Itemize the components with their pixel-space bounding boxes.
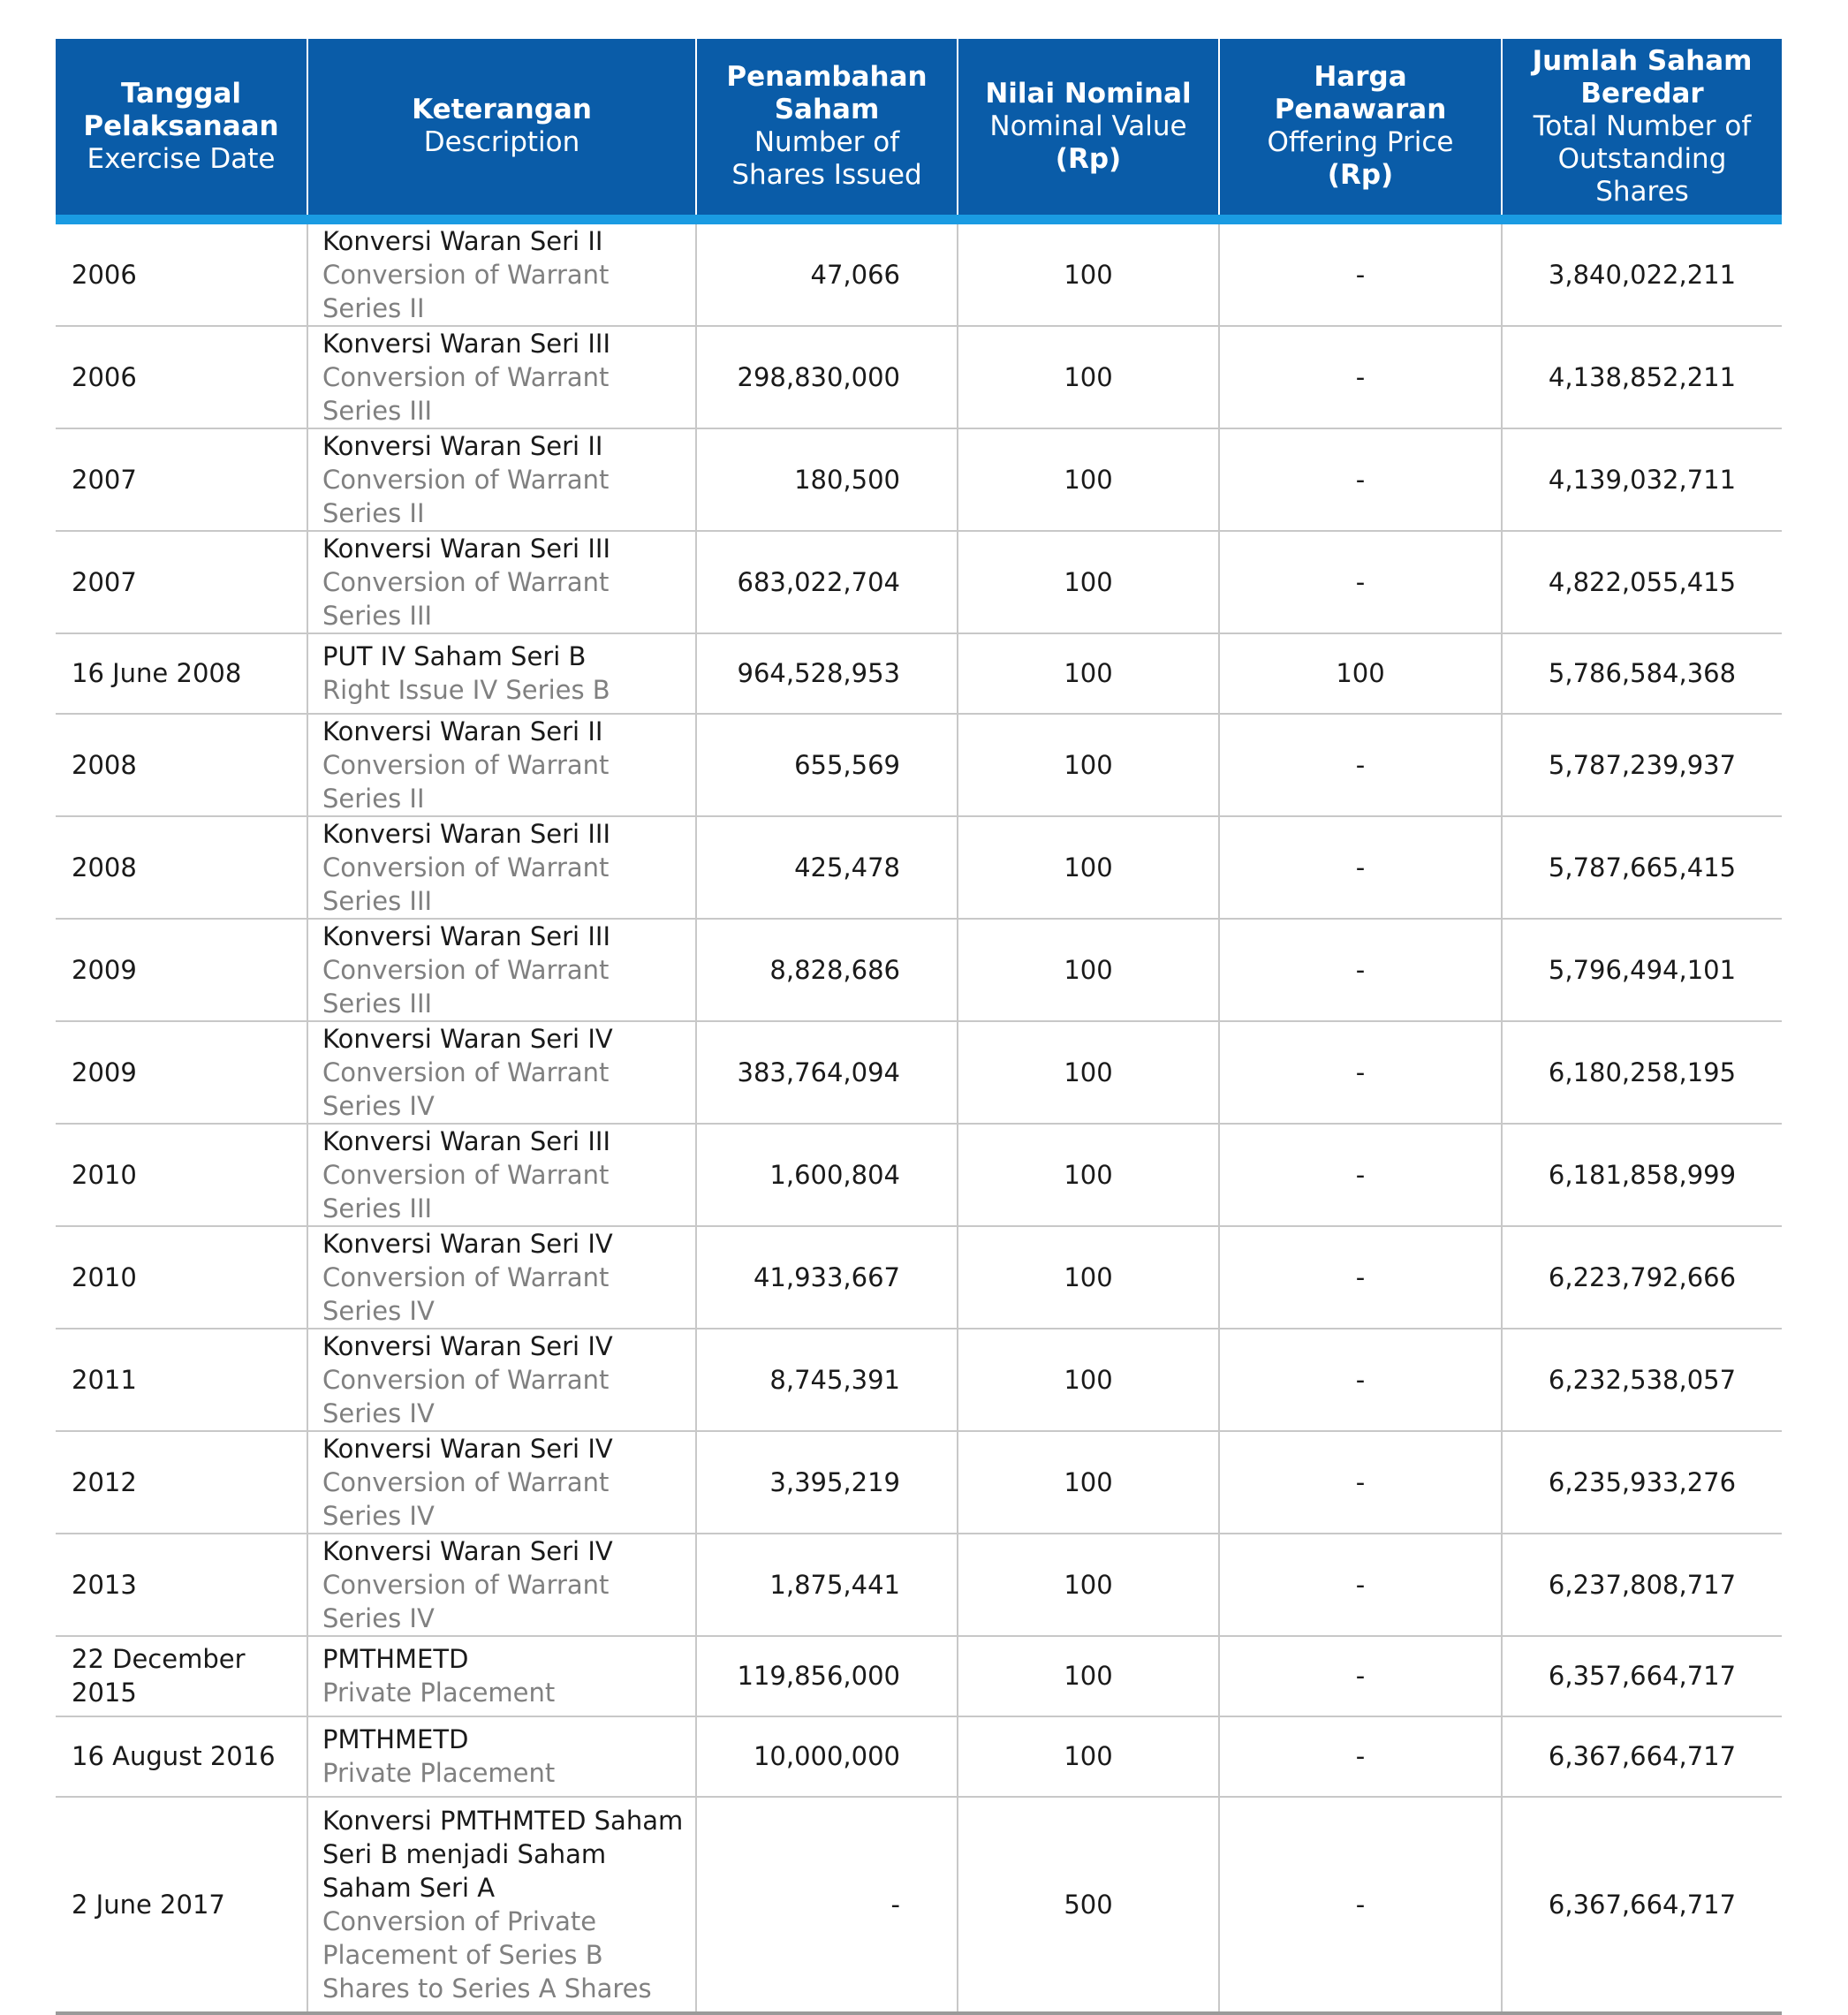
cell-shares-issued: 41,933,667 (696, 1226, 958, 1329)
description-english: Conversion of Warrant Series III (322, 954, 610, 1019)
table-row (56, 816, 1782, 919)
cell-nominal-value: 100 (958, 1124, 1219, 1226)
description-indonesian: PMTHMETD (322, 1644, 469, 1674)
description-english: Conversion of Warrant Series IV (322, 1364, 610, 1428)
cell-description (307, 219, 696, 326)
table-row (56, 219, 1782, 326)
cell-total-outstanding: 6,367,664,717 (1502, 1797, 1782, 2013)
description-indonesian: Konversi Waran Seri III (322, 1125, 610, 1156)
description-english: Conversion of Private Placement of Series B Shares to Series A Shares (322, 1905, 652, 2004)
description-english: Right Issue IV Series B (322, 675, 610, 705)
cell-description (307, 1534, 696, 1636)
description-english: Conversion of Warrant Series IV (322, 1057, 610, 1121)
cell-exercise-date: 2008 (56, 816, 307, 919)
description-english: Conversion of Warrant Series III (322, 566, 610, 631)
cell-offering-price: 100 (1219, 633, 1502, 714)
table-row (56, 326, 1782, 428)
cell-description (307, 1226, 696, 1329)
description-indonesian: PUT IV Saham Seri B (322, 641, 587, 671)
description-indonesian: Konversi Waran Seri II (322, 225, 603, 256)
description-indonesian: Konversi Waran Seri III (322, 818, 610, 849)
cell-shares-issued: 47,066 (696, 219, 958, 326)
cell-nominal-value: 100 (958, 1534, 1219, 1636)
cell-exercise-date: 2007 (56, 428, 307, 531)
description-indonesian: Konversi PMTHMTED Saham Seri B menjadi Saham Saham Seri A (322, 1805, 684, 1903)
cell-nominal-value: 100 (958, 428, 1219, 531)
table-body (56, 219, 1782, 2013)
description-indonesian: Konversi Waran Seri IV (322, 1330, 613, 1361)
cell-nominal-value: 100 (958, 1226, 1219, 1329)
description-indonesian: Konversi Waran Seri II (322, 430, 603, 461)
table-row (56, 1431, 1782, 1534)
description-indonesian: Konversi Waran Seri IV (322, 1228, 613, 1259)
description-indonesian: Konversi Waran Seri IV (322, 1535, 613, 1566)
cell-exercise-date: 16 August 2016 (56, 1716, 307, 1797)
description-english: Private Placement (322, 1678, 556, 1708)
description-english: Conversion of Warrant Series III (322, 852, 610, 916)
table-row (56, 1021, 1782, 1124)
table-row (56, 1636, 1782, 1716)
cell-description (307, 1797, 696, 2013)
description-english: Private Placement (322, 1758, 556, 1788)
cell-description (307, 1636, 696, 1716)
description-english: Conversion of Warrant Series II (322, 749, 610, 814)
cell-offering-price: - (1219, 531, 1502, 633)
cell-offering-price: - (1219, 1797, 1502, 2013)
table-row (56, 1226, 1782, 1329)
cell-description (307, 428, 696, 531)
table-row (56, 531, 1782, 633)
table-header (56, 39, 1782, 219)
cell-nominal-value: 100 (958, 919, 1219, 1021)
cell-nominal-value: 100 (958, 1431, 1219, 1534)
cell-offering-price: - (1219, 219, 1502, 326)
table-row (56, 1797, 1782, 2013)
cell-offering-price: - (1219, 1534, 1502, 1636)
cell-offering-price: - (1219, 428, 1502, 531)
cell-shares-issued: 10,000,000 (696, 1716, 958, 1797)
cell-exercise-date: 2007 (56, 531, 307, 633)
header-offering-price: Harga Penawaran Offering Price (Rp) (1219, 39, 1502, 219)
description-indonesian: Konversi Waran Seri III (322, 328, 610, 359)
cell-total-outstanding: 5,787,239,937 (1502, 714, 1782, 816)
cell-offering-price: - (1219, 1431, 1502, 1534)
table-row (56, 428, 1782, 531)
cell-shares-issued: 180,500 (696, 428, 958, 531)
table-row (56, 1534, 1782, 1636)
description-english: Conversion of Warrant Series II (322, 259, 610, 323)
cell-offering-price: - (1219, 1636, 1502, 1716)
cell-nominal-value: 100 (958, 1716, 1219, 1797)
cell-exercise-date: 2 June 2017 (56, 1797, 307, 2013)
cell-nominal-value: 500 (958, 1797, 1219, 2013)
description-indonesian: Konversi Waran Seri II (322, 716, 603, 746)
cell-exercise-date: 2010 (56, 1226, 307, 1329)
cell-shares-issued: 8,745,391 (696, 1329, 958, 1431)
table-row (56, 714, 1782, 816)
table-row (56, 1716, 1782, 1797)
cell-shares-issued: 1,875,441 (696, 1534, 958, 1636)
share-listing-table (56, 39, 1782, 2015)
cell-total-outstanding: 5,786,584,368 (1502, 633, 1782, 714)
cell-description (307, 1021, 696, 1124)
cell-shares-issued: 683,022,704 (696, 531, 958, 633)
description-english: Conversion of Warrant Series III (322, 361, 610, 426)
cell-offering-price: - (1219, 1716, 1502, 1797)
cell-exercise-date: 2006 (56, 326, 307, 428)
cell-total-outstanding: 4,822,055,415 (1502, 531, 1782, 633)
cell-nominal-value: 100 (958, 326, 1219, 428)
cell-nominal-value: 100 (958, 633, 1219, 714)
cell-exercise-date: 2009 (56, 1021, 307, 1124)
cell-offering-price: - (1219, 919, 1502, 1021)
cell-offering-price: - (1219, 1226, 1502, 1329)
cell-nominal-value: 100 (958, 531, 1219, 633)
cell-total-outstanding: 6,180,258,195 (1502, 1021, 1782, 1124)
cell-shares-issued: 964,528,953 (696, 633, 958, 714)
cell-description (307, 714, 696, 816)
cell-shares-issued: 8,828,686 (696, 919, 958, 1021)
cell-exercise-date: 2012 (56, 1431, 307, 1534)
cell-total-outstanding: 6,357,664,717 (1502, 1636, 1782, 1716)
table-row (56, 1329, 1782, 1431)
cell-shares-issued: 298,830,000 (696, 326, 958, 428)
cell-shares-issued: 1,600,804 (696, 1124, 958, 1226)
cell-description (307, 633, 696, 714)
cell-shares-issued: 119,856,000 (696, 1636, 958, 1716)
description-english: Conversion of Warrant Series IV (322, 1466, 610, 1531)
cell-total-outstanding: 6,223,792,666 (1502, 1226, 1782, 1329)
cell-shares-issued: 3,395,219 (696, 1431, 958, 1534)
table-row (56, 1124, 1782, 1226)
description-english: Conversion of Warrant Series IV (322, 1569, 610, 1633)
cell-total-outstanding: 3,840,022,211 (1502, 219, 1782, 326)
table-row (56, 919, 1782, 1021)
cell-offering-price: - (1219, 714, 1502, 816)
header-nominal-value: Nilai Nominal Nominal Value (Rp) (958, 39, 1219, 219)
cell-exercise-date: 16 June 2008 (56, 633, 307, 714)
cell-exercise-date: 22 December 2015 (56, 1636, 307, 1716)
cell-offering-price: - (1219, 816, 1502, 919)
cell-shares-issued: - (696, 1797, 958, 2013)
description-indonesian: Konversi Waran Seri IV (322, 1023, 613, 1054)
cell-exercise-date: 2010 (56, 1124, 307, 1226)
cell-total-outstanding: 5,787,665,415 (1502, 816, 1782, 919)
description-indonesian: Konversi Waran Seri III (322, 533, 610, 564)
cell-offering-price: - (1219, 1124, 1502, 1226)
cell-total-outstanding: 4,139,032,711 (1502, 428, 1782, 531)
cell-exercise-date: 2006 (56, 219, 307, 326)
cell-exercise-date: 2008 (56, 714, 307, 816)
cell-description (307, 1716, 696, 1797)
header-shares-issued: Penambahan Saham Number of Shares Issued (696, 39, 958, 219)
cell-exercise-date: 2011 (56, 1329, 307, 1431)
cell-nominal-value: 100 (958, 1636, 1219, 1716)
table-row (56, 633, 1782, 714)
cell-total-outstanding: 6,181,858,999 (1502, 1124, 1782, 1226)
cell-description (307, 326, 696, 428)
cell-total-outstanding: 6,235,933,276 (1502, 1431, 1782, 1534)
cell-description (307, 531, 696, 633)
cell-description (307, 919, 696, 1021)
cell-nominal-value: 100 (958, 714, 1219, 816)
cell-shares-issued: 655,569 (696, 714, 958, 816)
cell-nominal-value: 100 (958, 219, 1219, 326)
cell-shares-issued: 383,764,094 (696, 1021, 958, 1124)
description-english: Conversion of Warrant Series II (322, 464, 610, 528)
description-indonesian: PMTHMETD (322, 1724, 469, 1754)
header-description: Keterangan Description (307, 39, 696, 219)
cell-description (307, 1329, 696, 1431)
cell-nominal-value: 100 (958, 1021, 1219, 1124)
cell-exercise-date: 2009 (56, 919, 307, 1021)
cell-total-outstanding: 6,237,808,717 (1502, 1534, 1782, 1636)
cell-total-outstanding: 6,232,538,057 (1502, 1329, 1782, 1431)
header-total-outstanding: Jumlah Saham Beredar Total Number of Outstanding Shares (1502, 39, 1782, 219)
cell-description (307, 816, 696, 919)
cell-description (307, 1431, 696, 1534)
cell-nominal-value: 100 (958, 1329, 1219, 1431)
cell-offering-price: - (1219, 326, 1502, 428)
cell-total-outstanding: 4,138,852,211 (1502, 326, 1782, 428)
cell-exercise-date: 2013 (56, 1534, 307, 1636)
description-indonesian: Konversi Waran Seri IV (322, 1433, 613, 1464)
cell-total-outstanding: 5,796,494,101 (1502, 919, 1782, 1021)
header-exercise-date: Tanggal Pelaksanaan Exercise Date (56, 39, 307, 219)
description-english: Conversion of Warrant Series IV (322, 1261, 610, 1326)
cell-offering-price: - (1219, 1329, 1502, 1431)
description-indonesian: Konversi Waran Seri III (322, 920, 610, 951)
cell-nominal-value: 100 (958, 816, 1219, 919)
cell-shares-issued: 425,478 (696, 816, 958, 919)
cell-offering-price: - (1219, 1021, 1502, 1124)
cell-total-outstanding: 6,367,664,717 (1502, 1716, 1782, 1797)
cell-description (307, 1124, 696, 1226)
description-english: Conversion of Warrant Series III (322, 1159, 610, 1223)
